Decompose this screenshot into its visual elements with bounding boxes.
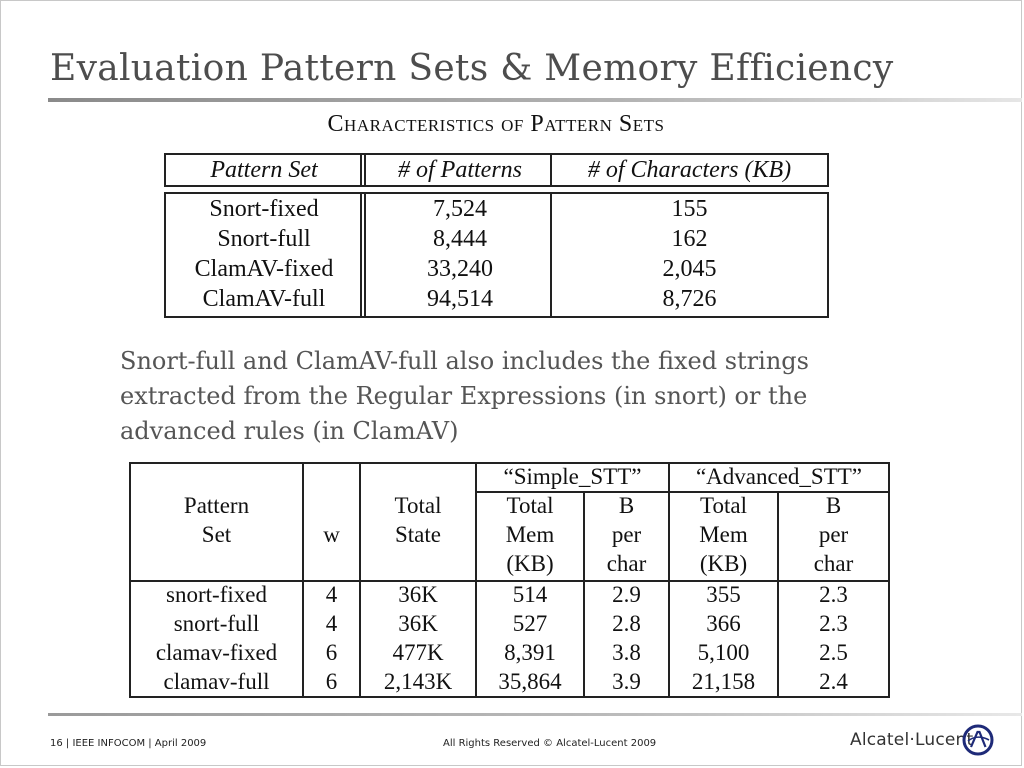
header-text: (KB) <box>506 551 554 576</box>
table1-cell: 94,514 <box>427 286 493 312</box>
header-text: char <box>813 551 854 576</box>
header-text: (KB) <box>699 551 748 576</box>
table2-cell: 2.4 <box>819 669 848 694</box>
table1-cell: Snort-full <box>217 226 311 252</box>
header-text: Pattern <box>183 493 250 518</box>
header-text: Total <box>700 493 747 518</box>
table1-header-characters: # of Characters (KB) <box>587 157 792 183</box>
table2-cell: 21,158 <box>691 669 756 694</box>
header-advanced-total-mem <box>670 491 777 578</box>
table2-cell: 8,391 <box>504 640 556 665</box>
table1-cell: ClamAV-full <box>202 286 326 312</box>
table2-cell: 366 <box>706 611 741 636</box>
table1-col-characters <box>552 194 827 316</box>
table2-cell: 355 <box>706 582 741 607</box>
table1-cell: Snort-fixed <box>209 196 319 222</box>
table1-cell: 7,524 <box>433 196 487 222</box>
table1-cell: 33,240 <box>427 256 493 282</box>
table2-cell: snort-full <box>173 611 260 636</box>
table2-cell: clamav-full <box>163 669 270 694</box>
table2-cell: 3.9 <box>612 669 641 694</box>
col-advanced-b-per-char <box>779 580 888 696</box>
table2-cell: 36K <box>398 611 438 636</box>
table2-cell: 2.3 <box>819 611 848 636</box>
table2-cell: 514 <box>512 582 548 607</box>
table2-cell: 5,100 <box>697 640 750 665</box>
table1-double-divider <box>360 194 366 316</box>
header-text: per <box>818 522 849 547</box>
table2-cell: 2.3 <box>819 582 848 607</box>
table2-cell: 2.8 <box>612 611 641 636</box>
table2-cell: 527 <box>512 611 548 636</box>
group-advanced-stt: “Advanced_STT” <box>695 464 863 489</box>
table1-col-pattern-set <box>166 194 362 316</box>
header-pattern-set <box>131 491 302 549</box>
table2-cell: 4 <box>325 582 338 607</box>
table2-cell: 477K <box>392 640 444 665</box>
table1-caption: Characteristics of Pattern Sets <box>327 111 665 137</box>
pattern-set-note <box>120 344 940 449</box>
alcatel-lucent-logo-icon <box>962 724 994 756</box>
brand-wordmark: Alcatel·Lucent <box>850 730 974 750</box>
footer-page-info: 16 | IEEE INFOCOM | April 2009 <box>50 738 207 749</box>
header-advanced-b-per-char <box>779 491 888 578</box>
table1-header-pattern-set: Pattern Set <box>210 157 318 183</box>
slide-title: Evaluation Pattern Sets & Memory Efficiency <box>50 48 894 89</box>
header-w: w <box>323 522 340 547</box>
note-line: Snort-full and ClamAV-full also includes the fixed strings <box>120 347 809 375</box>
table1-header-patterns: # of Patterns <box>398 157 522 183</box>
memory-table <box>129 462 890 698</box>
table2-cell: 6 <box>325 669 338 694</box>
col-simple-b-per-char <box>585 580 668 696</box>
table2-cell: clamav-fixed <box>155 640 278 665</box>
group-simple-stt: “Simple_STT” <box>503 464 642 489</box>
header-text: Set <box>201 522 232 547</box>
header-text: char <box>606 551 647 576</box>
col-w <box>304 580 359 696</box>
col-advanced-total-mem <box>670 580 777 696</box>
header-text: State <box>395 522 441 547</box>
footer-copyright: All Rights Reserved © Alcatel-Lucent 2009 <box>443 738 657 749</box>
table2-cell: snort-fixed <box>166 582 267 607</box>
title-rule <box>48 98 1022 102</box>
col-total-state <box>361 580 475 696</box>
header-simple-total-mem <box>477 491 583 578</box>
header-text: B <box>618 493 635 518</box>
table1-col-patterns <box>368 194 552 316</box>
table1-cell: 155 <box>671 196 708 222</box>
table1-header <box>164 153 829 187</box>
table2-cell: 35,864 <box>498 669 562 694</box>
table2-cell: 3.8 <box>612 640 641 665</box>
table1-cell: ClamAV-fixed <box>194 256 334 282</box>
header-text: Mem <box>699 522 748 547</box>
header-total-state <box>361 491 475 549</box>
table2-cell: 4 <box>325 611 338 636</box>
table2-cell: 2,143K <box>383 669 453 694</box>
table2-cell: 6 <box>325 640 338 665</box>
table1-cell: 162 <box>671 226 708 252</box>
header-text: Mem <box>505 522 555 547</box>
header-text: Total <box>394 493 442 518</box>
table2-cell: 2.9 <box>612 582 641 607</box>
footer-rule <box>48 713 1022 716</box>
table2-cell: 36K <box>398 582 438 607</box>
table2-cell: 2.5 <box>819 640 848 665</box>
table1-cell: 8,444 <box>433 226 487 252</box>
table1-cell: 2,045 <box>662 256 717 282</box>
header-text: B <box>825 493 842 518</box>
table1-cell: 8,726 <box>662 286 717 312</box>
col-simple-total-mem <box>477 580 583 696</box>
note-line: extracted from the Regular Expressions (in snort) or the <box>120 382 808 410</box>
header-text: Total <box>506 493 554 518</box>
header-text: per <box>611 522 642 547</box>
table1-body <box>164 192 829 318</box>
col-pattern-set <box>131 580 302 696</box>
note-line: advanced rules (in ClamAV) <box>120 417 459 445</box>
table1-double-divider <box>360 155 366 185</box>
header-simple-b-per-char <box>585 491 668 578</box>
